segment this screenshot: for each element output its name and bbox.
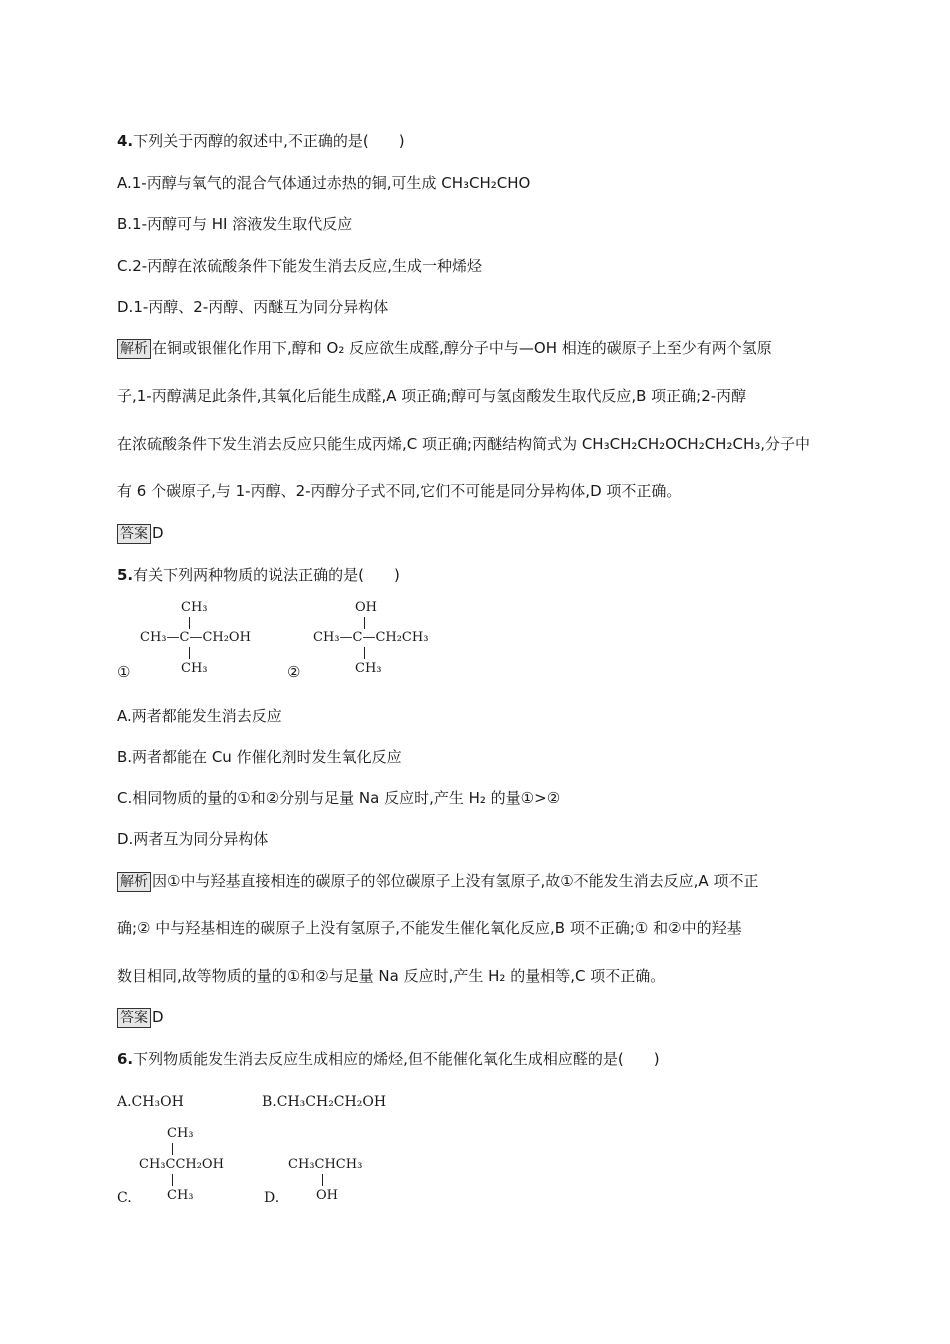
q4-analysis-line-2: 子,1-丙醇满足此条件,其氧化后能生成醛,A 项正确;醇可与氢卤酸发生取代反应,B 项正确;2-丙醇 — [117, 387, 747, 405]
q4-stem: 下列关于丙醇的叙述中,不正确的是( ) — [133, 132, 405, 150]
q5-option-d: D.两者互为同分异构体 — [117, 830, 269, 848]
q4-option-d: D.1-丙醇、2-丙醇、丙醚互为同分异构体 — [117, 298, 389, 316]
q5-answer-line — [117, 1007, 164, 1028]
s2-top-bond — [364, 617, 365, 629]
q4-option-c: C.2-丙醇在浓硫酸条件下能发生消去反应,生成一种烯烃 — [117, 257, 482, 275]
q5-answer: D — [152, 1008, 164, 1026]
c-top-bond — [172, 1143, 173, 1155]
q5-answer-tag: 答案 — [117, 1008, 151, 1028]
s2-bottom-bond — [364, 647, 365, 659]
c-main-chain: CH₃CCH₂OH — [139, 1157, 224, 1172]
q5-stem-line — [117, 565, 400, 585]
q4-answer: D — [152, 524, 164, 542]
s1-label: ① — [117, 663, 131, 681]
d-bottom-bond — [322, 1174, 323, 1186]
s1-bottom-bond — [189, 647, 190, 659]
c-top-group: CH₃ — [167, 1126, 194, 1141]
c-label: C. — [117, 1190, 132, 1206]
q6-number: 6. — [117, 1050, 134, 1068]
q6-stem-line — [117, 1049, 660, 1069]
q4-answer-tag: 答案 — [117, 524, 151, 544]
d-label: D. — [264, 1190, 280, 1206]
c-bottom-group: CH₃ — [167, 1188, 194, 1203]
q5-analysis-tag: 解析 — [117, 872, 151, 892]
q5-analysis-line-1 — [117, 871, 758, 892]
q4-analysis-line-4: 有 6 个碳原子,与 1-丙醇、2-丙醇分子式不同,它们不可能是同分异构体,D 项不正确。 — [117, 482, 682, 500]
q4-stem-line — [117, 131, 405, 151]
q4-number: 4. — [117, 132, 134, 150]
q4-option-a: A.1-丙醇与氧气的混合气体通过赤热的铜,可生成 CH₃CH₂CHO — [117, 174, 531, 192]
q4-analysis-tag: 解析 — [117, 339, 151, 359]
d-main-chain: CH₃CHCH₃ — [288, 1157, 363, 1172]
q4-answer-line — [117, 523, 164, 544]
s2-main-chain: CH₃—C—CH₂CH₃ — [313, 630, 429, 645]
d-bottom-group: OH — [316, 1188, 338, 1203]
q4-analysis-line-1 — [117, 338, 772, 359]
q5-number: 5. — [117, 566, 134, 584]
q6-option-b: B.CH₃CH₂CH₂OH — [262, 1094, 387, 1110]
q5-option-a: A.两者都能发生消去反应 — [117, 707, 282, 725]
c-bottom-bond — [172, 1174, 173, 1186]
q5-option-b: B.两者都能在 Cu 作催化剂时发生氧化反应 — [117, 748, 402, 766]
s2-bottom-group: CH₃ — [355, 661, 382, 676]
q5-analysis-text-1: 因①中与羟基直接相连的碳原子的邻位碳原子上没有氢原子,故①不能发生消去反应,A 项不正 — [152, 872, 759, 890]
q5-analysis-line-3: 数目相同,故等物质的量的①和②与足量 Na 反应时,产生 H₂ 的量相等,C 项不正确。 — [117, 967, 666, 985]
q4-analysis-line-3: 在浓硫酸条件下发生消去反应只能生成丙烯,C 项正确;丙醚结构简式为 CH₃CH₂CH₂OCH₂CH₂CH₃,分子中 — [117, 435, 811, 453]
s2-label: ② — [287, 663, 301, 681]
q4-option-b: B.1-丙醇可与 HI 溶液发生取代反应 — [117, 215, 353, 233]
s2-top-group: OH — [355, 600, 377, 615]
q6-option-a: A.CH₃OH — [117, 1094, 184, 1110]
s1-bottom-group: CH₃ — [181, 661, 208, 676]
q5-stem: 有关下列两种物质的说法正确的是( ) — [133, 566, 400, 584]
q4-analysis-text-1: 在铜或银催化作用下,醇和 O₂ 反应欲生成醛,醇分子中与—OH 相连的碳原子上至少有两个氢原 — [152, 339, 772, 357]
q5-analysis-line-2: 确;② 中与羟基相连的碳原子上没有氢原子,不能发生催化氧化反应,B 项不正确;① 和②中的羟基 — [117, 919, 742, 937]
s1-top-bond — [189, 617, 190, 629]
q5-option-c: C.相同物质的量的①和②分别与足量 Na 反应时,产生 H₂ 的量①>② — [117, 789, 561, 807]
s1-main-chain: CH₃—C—CH₂OH — [140, 630, 251, 645]
s1-top-group: CH₃ — [181, 600, 208, 615]
q6-stem: 下列物质能发生消去反应生成相应的烯烃,但不能催化氧化生成相应醛的是( ) — [133, 1050, 660, 1068]
